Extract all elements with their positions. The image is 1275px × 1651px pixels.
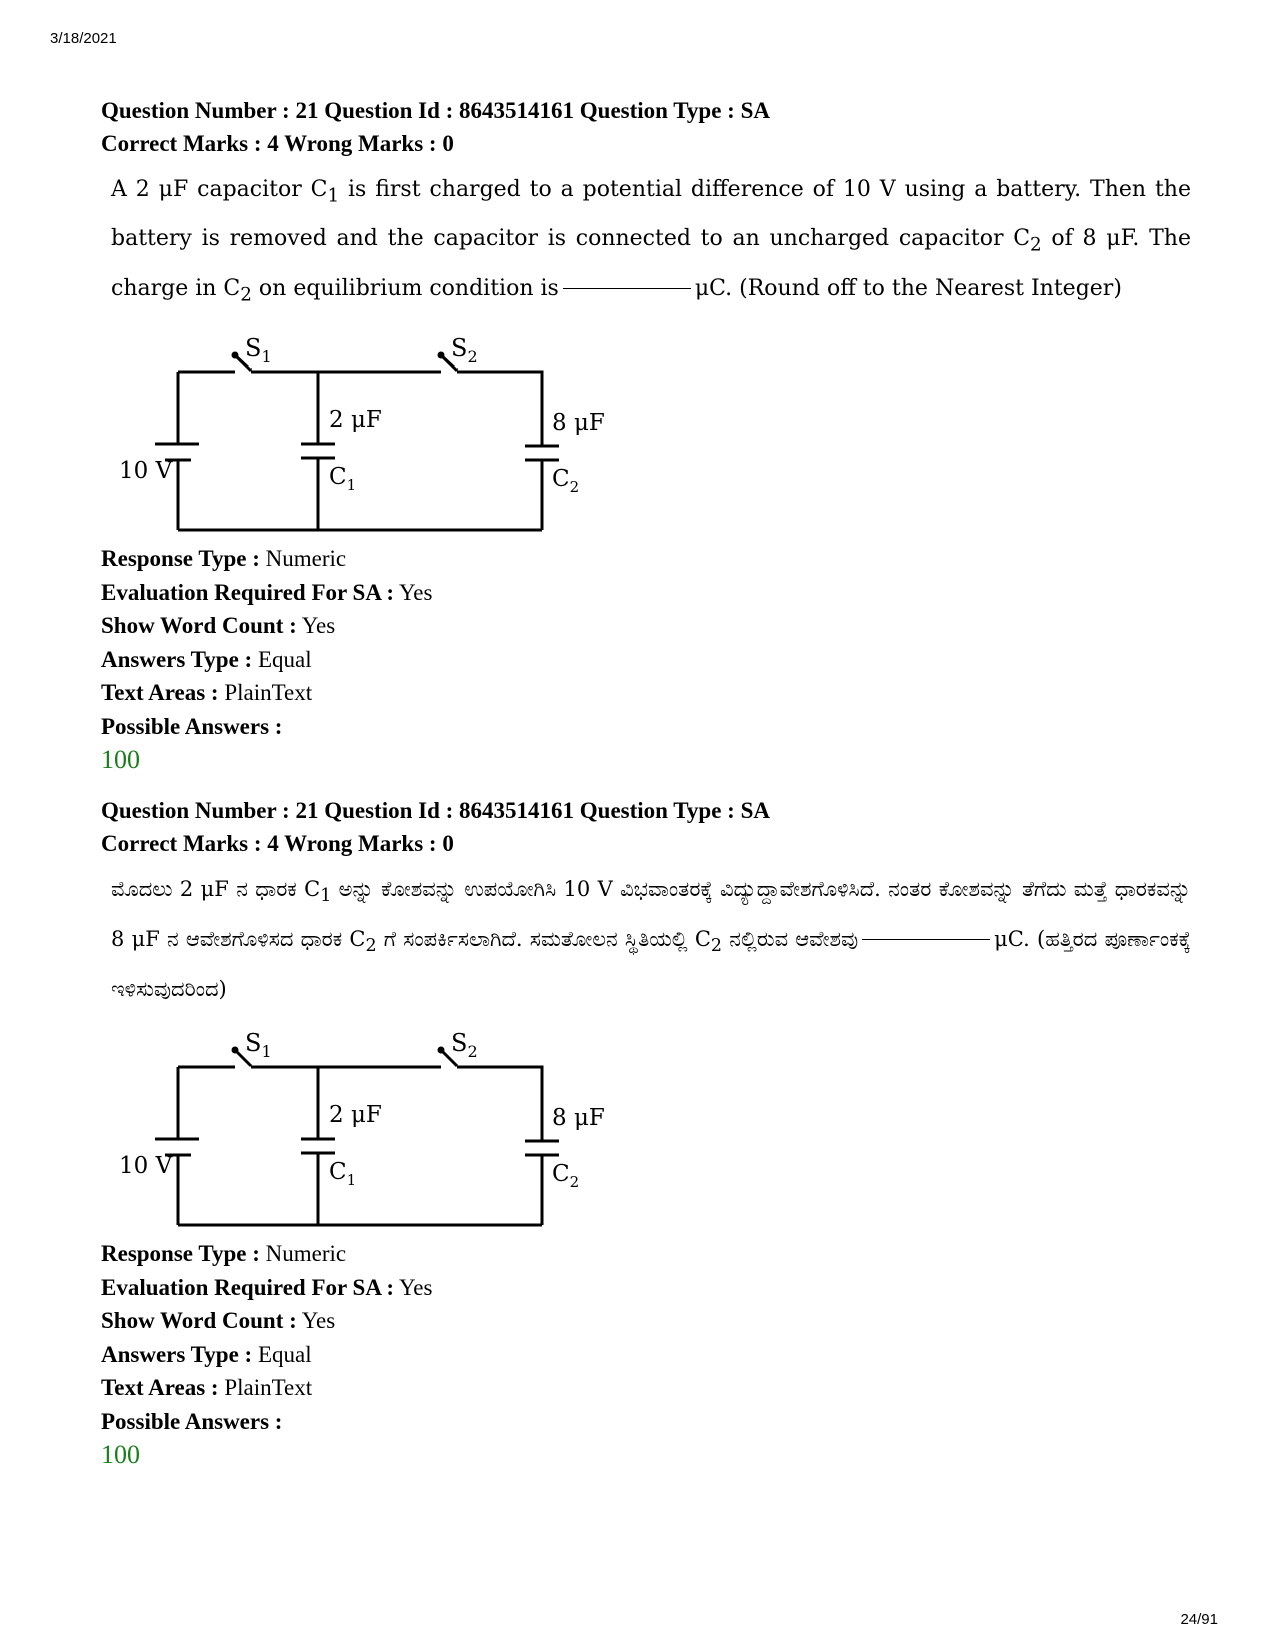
switch-s2-terminal (438, 352, 445, 359)
label-c1: $C_1$ (329, 464, 357, 495)
label-battery: 10 V (119, 458, 173, 485)
question-text: ಮೊದಲು 2 μF ನ ಧಾರಕ $C_1$ ಅನ್ನು ಕೋಶವನ್ನು ಉಪಯೋಗಿಸಿ 10 V ವಿಭವಾಂತರಕ್ಕೆ ವಿದ್ಯುದ್ದಾವೇಶಗೊಳಿಸಿದೆ. ನಂತರ ಕೋಶವನ್ನು ತೆಗೆದು ಮತ್ತೆ ಧಾರಕವನ್ನು 8 μF ನ ಆವೇಶಗೊಳಿಸದ ಧಾರಕ $C_2$ ಗೆ ಸಂಪರ್ಕಿಸಲಾಗಿದೆ. ಸಮತೋಲನ ಸ್ಥಿತಿಯಲ್ಲಿ $C_2$ ನಲ್ಲಿರುವ ಆವೇಶವು μC. (ಹತ್ತಿರದ ಪೂರ್ಣಾಂಕಕ್ಕೆ ಇಳಿಸುವುದರಿಂದ) (111, 877, 1192, 1002)
answer-blank (563, 288, 691, 289)
question-metadata (101, 1237, 1201, 1472)
label-c2-value: 8 μF (552, 410, 605, 437)
question-block-kannada (101, 794, 1201, 1472)
label-s2: $S_2$ (451, 1029, 478, 1062)
label-c2: $C_2$ (552, 466, 580, 497)
label-c2: $C_2$ (552, 1161, 580, 1192)
answers-type-row: Answers Type : Equal (101, 1341, 312, 1367)
response-type-row: Response Type : Numeric (101, 546, 347, 572)
label-battery: 10 V (119, 1153, 173, 1180)
question-metadata (101, 542, 1201, 777)
label-c2-value: 8 μF (552, 1105, 605, 1132)
circuit-diagram (119, 1017, 693, 1225)
possible-answer-value: 100 (101, 1440, 140, 1470)
label-c1-value: 2 μF (329, 1102, 382, 1129)
word-count-row: Show Word Count : Yes (101, 1308, 336, 1334)
answers-type-row: Answers Type : Equal (101, 646, 312, 672)
response-type-row: Response Type : Numeric (101, 1241, 347, 1267)
text-areas-row: Text Areas : PlainText (101, 680, 313, 706)
switch-s2-terminal (438, 1047, 445, 1054)
marks-header: Correct Marks : 4 Wrong Marks : 0 (101, 831, 454, 856)
label-s1: $S_1$ (245, 1029, 272, 1062)
question-text: A 2 μF capacitor $C_1$ is first charged to a potential difference of 10 V using a battery. Then the battery is removed and the capacitor is connected to an uncharged capacitor $C_2$ of 8 μF. The charge in $C_2$ on equilibrium condition is μC. (Round off to the Nearest Integer) (111, 177, 1191, 306)
word-count-row: Show Word Count : Yes (101, 613, 336, 639)
possible-answers-row: Possible Answers : (101, 1408, 283, 1434)
question-header: Question Number : 21 Question Id : 8643514161 Question Type : SA (101, 798, 770, 823)
page-date: 3/18/2021 (50, 30, 117, 47)
label-s1: $S_1$ (245, 334, 272, 367)
marks-header: Correct Marks : 4 Wrong Marks : 0 (101, 131, 454, 156)
switch-s1-terminal (232, 1047, 239, 1054)
label-c1-value: 2 μF (329, 407, 382, 434)
label-c1: $C_1$ (329, 1159, 357, 1190)
text-areas-row: Text Areas : PlainText (101, 1375, 313, 1401)
evaluation-row: Evaluation Required For SA : Yes (101, 579, 433, 605)
circuit-diagram (119, 322, 693, 530)
question-header: Question Number : 21 Question Id : 8643514161 Question Type : SA (101, 98, 770, 123)
evaluation-row: Evaluation Required For SA : Yes (101, 1274, 433, 1300)
page-number: 24/91 (1180, 1611, 1218, 1628)
answer-blank (862, 939, 990, 940)
question-block-english (101, 94, 1201, 777)
possible-answer-value: 100 (101, 745, 140, 775)
label-s2: $S_2$ (451, 334, 478, 367)
switch-s1-terminal (232, 352, 239, 359)
possible-answers-row: Possible Answers : (101, 713, 283, 739)
